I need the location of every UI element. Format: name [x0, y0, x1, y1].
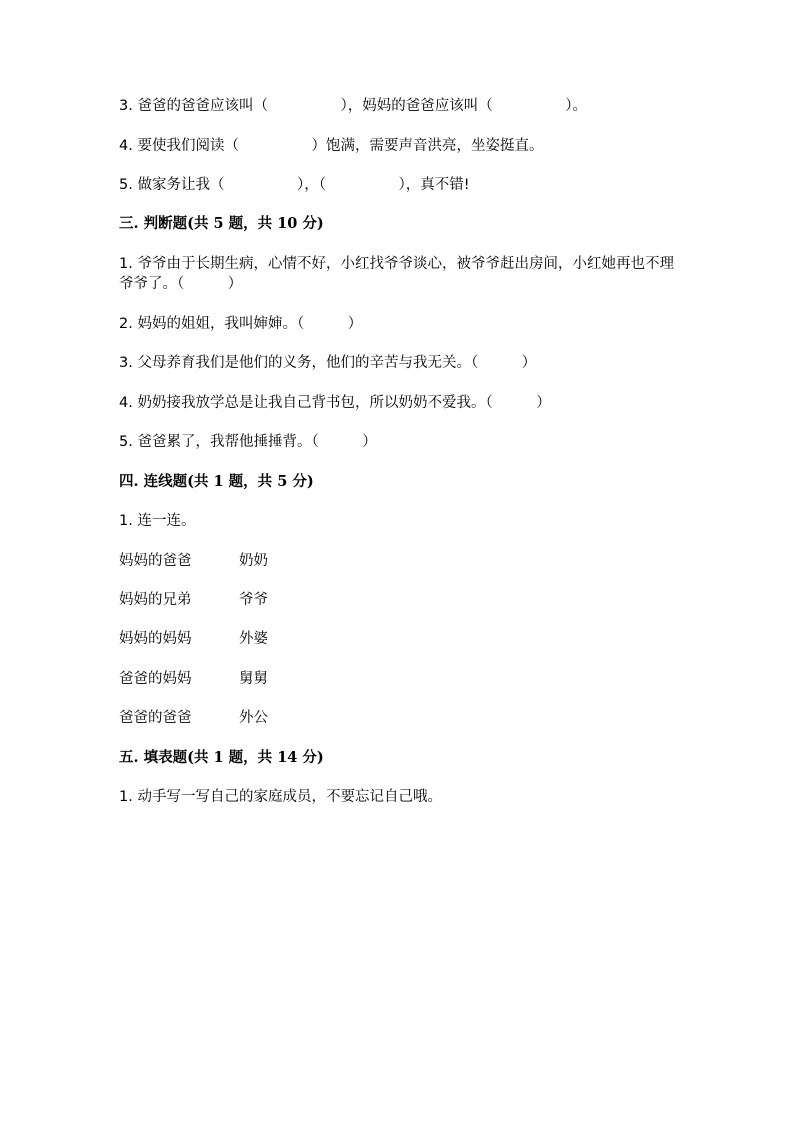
- matching-right-item: 外婆: [239, 631, 268, 647]
- matching-left-item: 妈妈的爸爸: [119, 553, 192, 569]
- judgment-question-3: 3. 父母养育我们是他们的义务，他们的辛苦与我无关。（ ）: [119, 355, 537, 371]
- matching-row: [119, 590, 268, 610]
- matching-row: [119, 551, 268, 571]
- matching-left-item: 爸爸的爸爸: [119, 710, 192, 726]
- matching-question: 1. 连一连。: [119, 513, 196, 529]
- judgment-question-1: 1. 爷爷由于长期生病，心情不好，小红找爷爷谈心，被爷爷赶出房间，小红她再也不理爷爷了。（ ）: [119, 256, 674, 292]
- matching-right-item: 舅舅: [239, 671, 268, 687]
- matching-row: [119, 669, 268, 689]
- matching-left-item: 妈妈的兄弟: [119, 592, 192, 608]
- section-3-title: 三. 判断题(共 5 题，共 10 分): [119, 215, 324, 232]
- matching-right-item: 外公: [239, 710, 268, 726]
- section-4-title: 四. 连线题(共 1 题，共 5 分): [119, 473, 314, 490]
- judgment-question-5: 5. 爸爸累了，我帮他捶捶背。（ ）: [119, 434, 377, 450]
- matching-left-item: 爸爸的妈妈: [119, 671, 192, 687]
- matching-right-item: 奶奶: [239, 553, 268, 569]
- matching-row: [119, 629, 268, 649]
- judgment-question-2: 2. 妈妈的姐姐，我叫婶婶。（ ）: [119, 316, 363, 332]
- matching-right-item: 爷爷: [239, 592, 268, 608]
- table-question: 1. 动手写一写自己的家庭成员，不要忘记自己哦。: [119, 789, 442, 805]
- fill-blank-question-5: 5. 做家务让我（ ），（ ），真不错!: [119, 177, 470, 193]
- section-5-title: 五. 填表题(共 1 题，共 14 分): [119, 749, 324, 766]
- matching-left-item: 妈妈的妈妈: [119, 631, 192, 647]
- fill-blank-question-4: 4. 要使我们阅读（ ）饱满，需要声音洪亮，坐姿挺直。: [119, 138, 544, 154]
- fill-blank-question-3: 3. 爸爸的爸爸应该叫（ ），妈妈的爸爸应该叫（ ）。: [119, 98, 587, 114]
- judgment-question-4: 4. 奶奶接我放学总是让我自己背书包，所以奶奶不爱我。（ ）: [119, 395, 551, 411]
- matching-row: [119, 708, 268, 728]
